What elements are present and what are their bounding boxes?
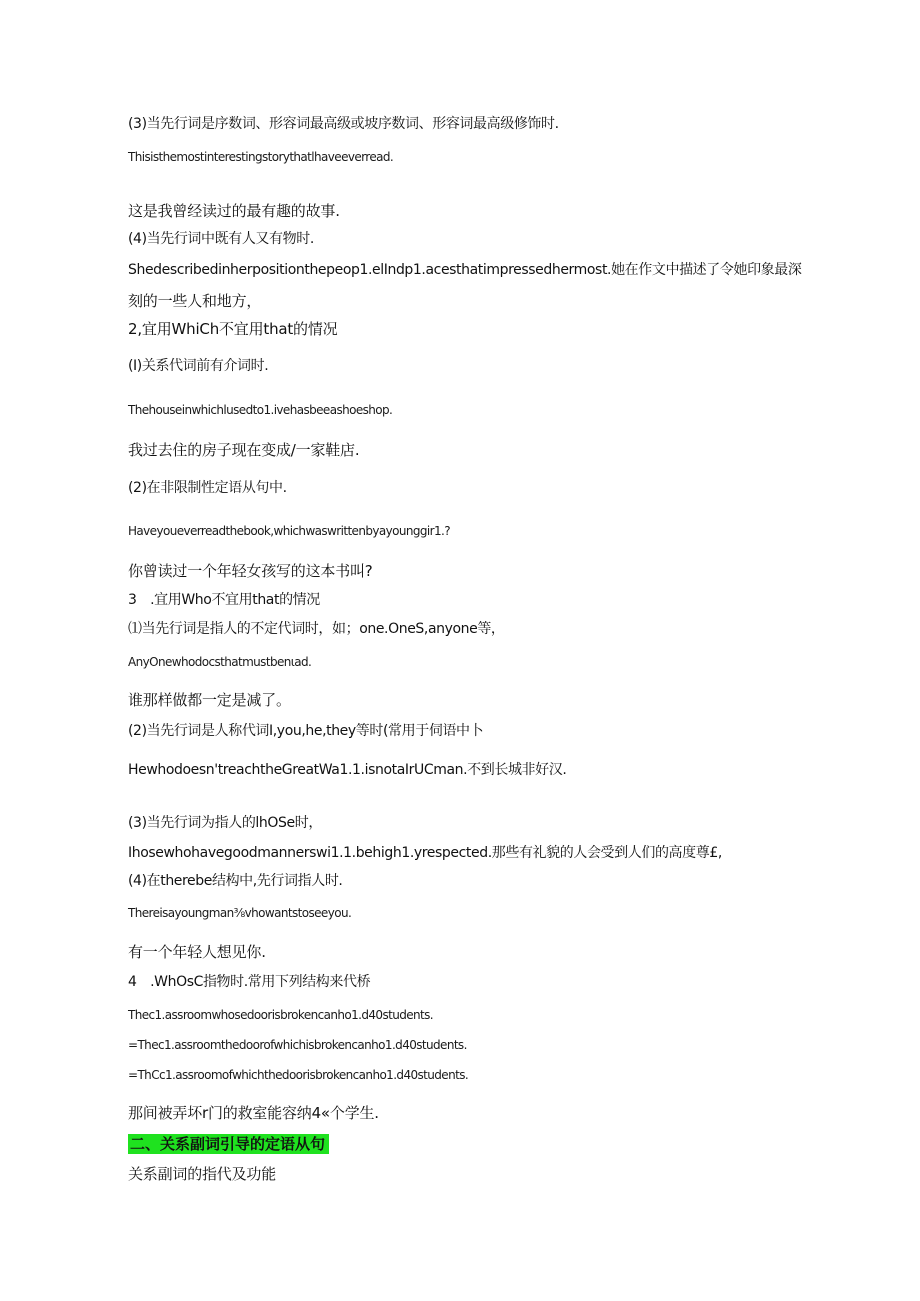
text-line: ⑴当先行词是指人的不定代词时，如；one.OneS,anyone等， <box>128 621 505 637</box>
section-title-highlight <box>128 1134 329 1153</box>
text-line: (3)当先行词为指人的lhOSe时， <box>128 815 322 831</box>
translation-line: 有一个年轻人想见你. <box>128 943 266 961</box>
example-sentence: Thisisthemostinterestingstorythatlhaveeverread. <box>128 150 394 164</box>
section-heading: 3 .宜用Who不宜用that的情况 <box>128 592 320 608</box>
subsection-title: 关系副词的指代及功能 <box>128 1165 277 1183</box>
translation-line: 这是我曾经读过的最有趣的故事. <box>128 202 340 220</box>
text-line: (3)当先行词是序数词、形容词最高级或坡序数词、形容词最高级修饰时. <box>128 116 559 132</box>
text-line: (I)关系代词前有介词时. <box>128 358 269 374</box>
translation-line: 你曾读过一个年轻女孩写的这本书叫? <box>128 562 373 580</box>
text-line: (4)当先行词中既有人又有物时. <box>128 231 314 247</box>
highlighted-heading: 二、关系副词引导的定语从句 <box>128 1134 329 1154</box>
example-sentence: Thec1.assroomwhosedoorisbrokencanho1.d40students. <box>128 1008 434 1022</box>
text-line: (2)在非限制性定语从句中. <box>128 480 287 496</box>
translation-line: 我过去住的房子现在变成/一家鞋店. <box>128 441 360 459</box>
example-sentence: Shedescribedinherpositionthepeop1.elIndp1.acesthatimpressedhermost.她在作文中描述了令她印象最深 <box>128 262 802 278</box>
text-line: (4)在therebe结构中,先行词指人时. <box>128 873 343 889</box>
translation-line: 刻的一些人和地方， <box>128 292 262 310</box>
example-sentence: AnyOnewhodocsthatmustbenιad. <box>128 655 312 669</box>
example-sentence: Ihosewhohavegoodmannerswi1.1.behigh1.yrespected.那些有礼貌的人会受到人们的高度尊£, <box>128 845 722 861</box>
text-line: (2)当先行词是人称代词I,you,he,they等时(常用于伺语中卜 <box>128 723 484 739</box>
example-sentence: Thehouseinwhichlusedto1.ivehasbeeashoeshop. <box>128 403 393 417</box>
translation-line: 那间被弄坏r门的救室能容纳4«个学生. <box>128 1104 379 1122</box>
section-heading: 2,宜用WhiCh不宜用that的情况 <box>128 320 338 338</box>
example-sentence: =ThCc1.assroomofwhichthedoorisbrokencanho1.d40students. <box>128 1068 469 1082</box>
example-sentence: Thereisayoungman⅜vhowantstoseeyou. <box>128 906 352 920</box>
example-sentence: Haveyoueverreadthebook,whichwaswrittenbyayounggir1.? <box>128 524 450 538</box>
translation-line: 谁那样做都一定是减了。 <box>128 691 291 709</box>
example-sentence: Hewhodoesn'treachtheGreatWa1.1.isnotaIrUCman.不到长城非好汉. <box>128 762 567 778</box>
example-sentence: =Thec1.assroomthedoorofwhichisbrokencanho1.d40students. <box>128 1038 467 1052</box>
section-heading: 4 .WhOsC指物时.常用下列结构来代桥 <box>128 974 371 990</box>
